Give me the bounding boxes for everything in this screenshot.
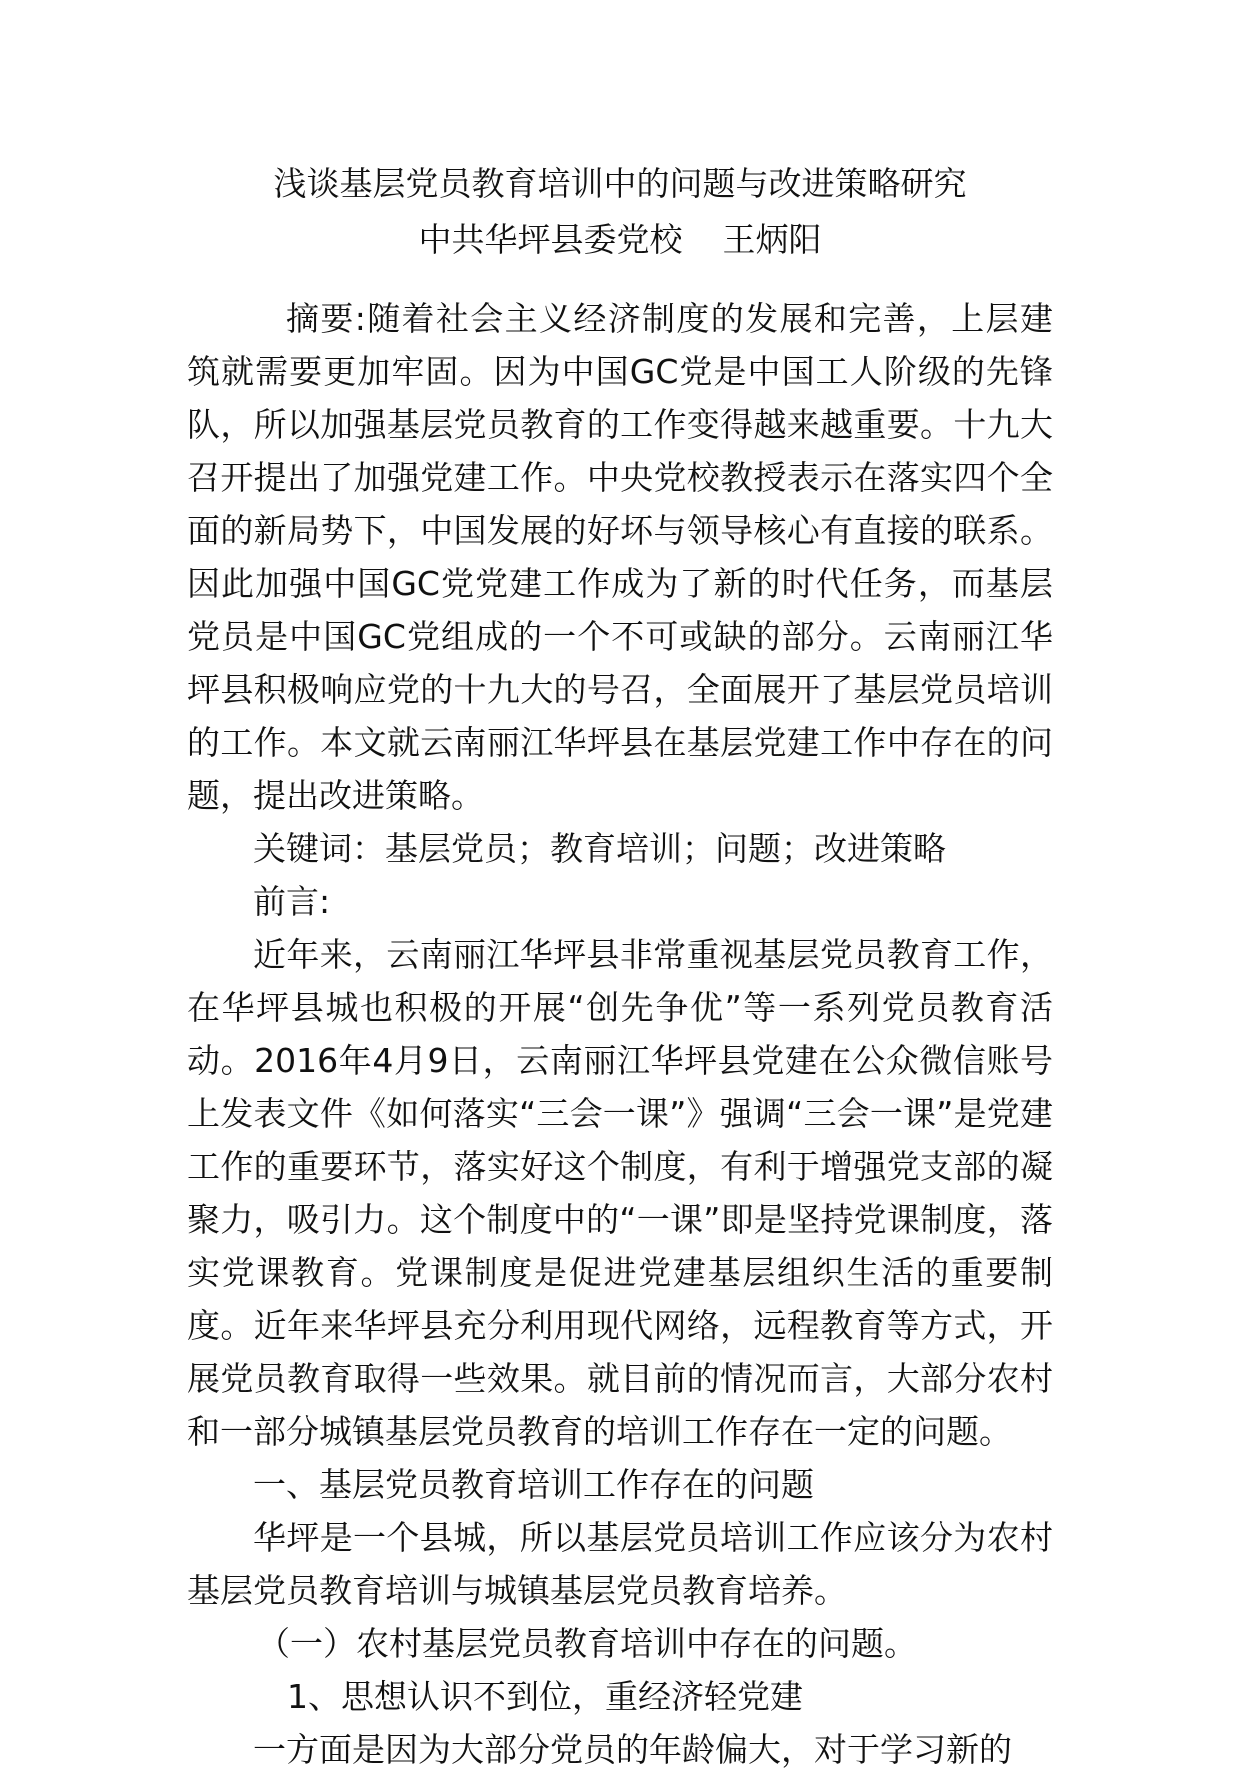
- preface-heading: 前言:: [253, 882, 331, 921]
- author-line: [0, 218, 1240, 262]
- section-paragraph: 华坪是一个县城，所以基层党员培训工作应该分为农村基层党员教育培训与城镇基层党员教育培养。: [187, 1518, 1053, 1610]
- point-paragraph: 一方面是因为大部分党员的年龄偏大，对于学习新的: [253, 1730, 1012, 1769]
- section-heading: 一、基层党员教育培训工作存在的问题: [253, 1465, 814, 1504]
- author-organization: 中共华坪县委党校: [418, 220, 683, 259]
- intro-paragraph: 近年来，云南丽江华坪县非常重视基层党员教育工作，在华坪县城也积极的开展“创先争优”等一系列党员教育活动。2016年4月9日，云南丽江华坪县党建在公众微信账号上发表文件《如何落实“三会一课”》强调“三会一课”是党建工作的重要环节，落实好这个制度，有利于增强党支部的凝聚力，吸引力。这个制度中的“一课”即是坚持党课制度，落实党课教育。党课制度是促进党建基层组织生活的重要制度。近年来华坪县充分利用现代网络，远程教育等方式，开展党员教育取得一些效果。就目前的情况而言，大部分农村和一部分城镇基层党员教育的培训工作存在一定的问题。: [187, 935, 1053, 1451]
- document-title: 浅谈基层党员教育培训中的问题与改进策略研究: [273, 164, 967, 203]
- abstract-paragraph: 摘要:随着社会主义经济制度的发展和完善，上层建筑就需要更加牢固。因为中国GC党是中国工人阶级的先锋队，所以加强基层党员教育的工作变得越来越重要。十九大召开提出了加强党建工作。中央党校教授表示在落实四个全面的新局势下，中国发展的好坏与领导核心有直接的联系。因此加强中国GC党党建工作成为了新的时代任务，而基层党员是中国GC党组成的一个不可或缺的部分。云南丽江华坪县积极响应党的十九大的号召，全面展开了基层党员培训的工作。本文就云南丽江华坪县在基层党建工作中存在的问题，提出改进策略。: [187, 299, 1053, 815]
- subsection-heading: （一）农村基层党员教育培训中存在的问题。: [257, 1624, 917, 1663]
- keywords-line: 关键词：基层党员；教育培训；问题；改进策略: [253, 829, 946, 868]
- point-heading: 1、思想认识不到位，重经济轻党建: [287, 1677, 803, 1716]
- document-body: [187, 292, 1053, 1776]
- author-name: 王炳阳: [722, 220, 822, 259]
